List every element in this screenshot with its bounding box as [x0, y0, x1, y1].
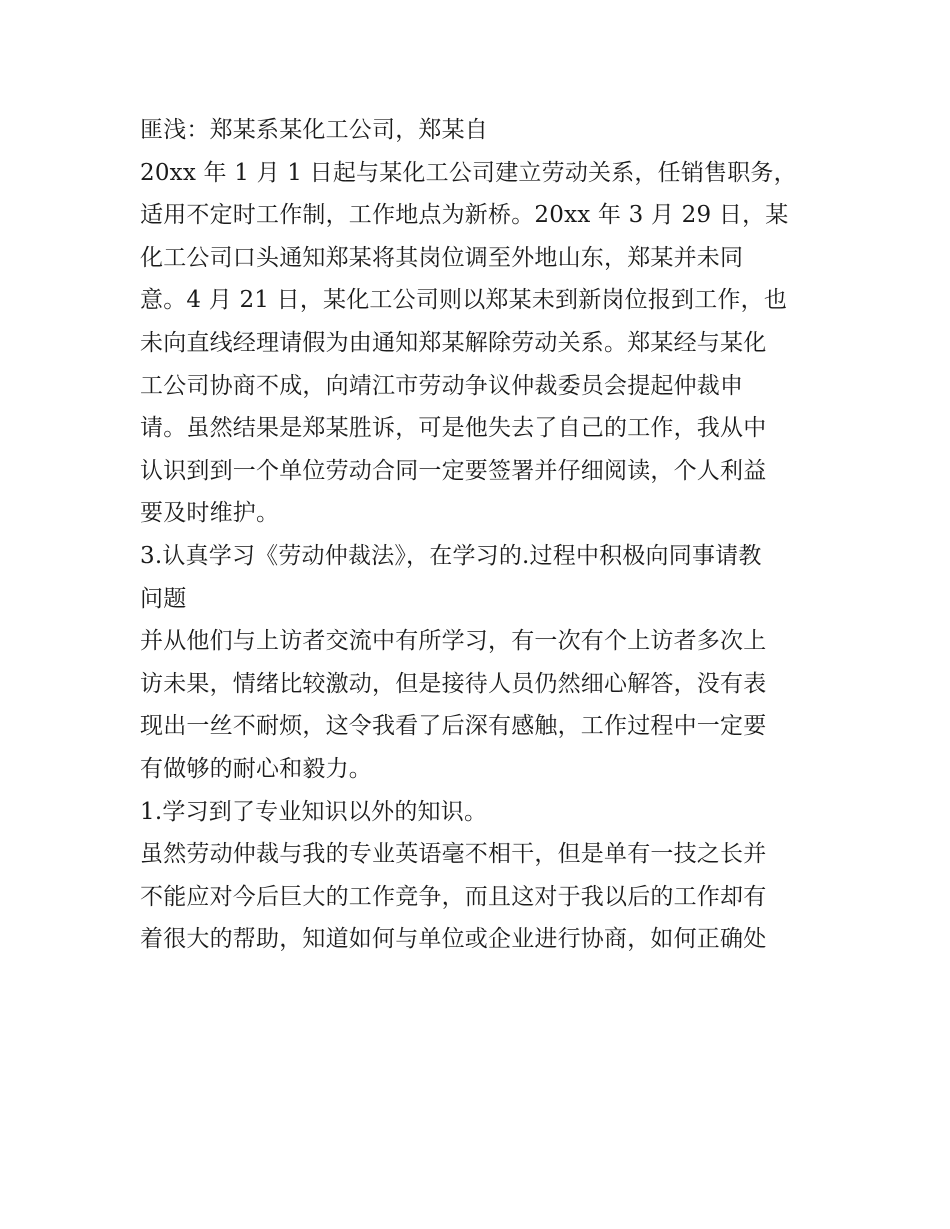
text-line: 问题: [140, 585, 187, 612]
text-line: 并从他们与上访者交流中有所学习，有一次有个上访者多次上: [140, 628, 767, 655]
section-heading: 3.认真学习《劳动仲裁法》，在学习的.过程中积极向同事请教: [140, 542, 762, 569]
text-line: 有做够的耐心和毅力。: [140, 755, 372, 782]
text-line: 20xx 年 1 月 1 日起与某化工公司建立劳动关系，任销售职务，: [140, 159, 797, 186]
document-body: [140, 109, 820, 961]
text-line: 未向直线经理请假为由通知郑某解除劳动关系。郑某经与某化: [140, 329, 767, 356]
text-line: 请。虽然结果是郑某胜诉，可是他失去了自己的工作，我从中: [140, 415, 767, 442]
text-line: 意。4 月 21 日，某化工公司则以郑某未到新岗位报到工作，也: [140, 287, 788, 314]
text-line: 不能应对今后巨大的工作竞争，而且这对于我以后的工作却有: [140, 883, 767, 910]
text-line: 着很大的帮助，知道如何与单位或企业进行协商，如何正确处: [140, 926, 767, 953]
text-line: 适用不定时工作制，工作地点为新桥。20xx 年 3 月 29 日，某: [140, 202, 789, 229]
text-line: 现出一丝不耐烦，这令我看了后深有感触，工作过程中一定要: [140, 713, 767, 740]
text-line: 要及时维护。: [140, 500, 280, 527]
section-heading: 1.学习到了专业知识以外的知识。: [140, 798, 488, 825]
text-line: 访未果，情绪比较激动，但是接待人员仍然细心解答，没有表: [140, 670, 767, 697]
text-line: 认识到到一个单位劳动合同一定要签署并仔细阅读，个人利益: [140, 457, 767, 484]
text-line: 工公司协商不成，向靖江市劳动争议仲裁委员会提起仲裁申: [140, 372, 744, 399]
text-line: 虽然劳动仲裁与我的专业英语毫不相干，但是单有一技之长并: [140, 841, 767, 868]
text-line: 匪浅：郑某系某化工公司，郑某自: [140, 117, 488, 143]
text-line: 化工公司口头通知郑某将其岗位调至外地山东，郑某并未同: [140, 244, 744, 271]
